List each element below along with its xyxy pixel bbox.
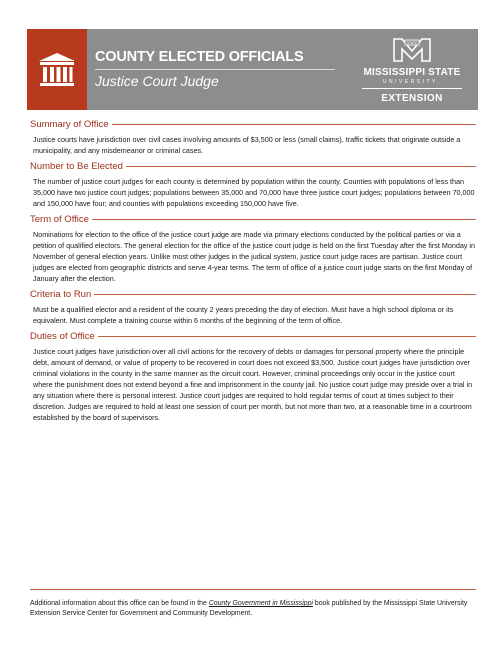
section-criteria (30, 289, 476, 326)
section-heading: Term of Office (30, 214, 89, 225)
section-number-elected (30, 161, 476, 209)
footer-suffix: book published by the Mississippi State University Extension Service Center for Government and Community Development. (30, 600, 468, 617)
section-rule (94, 294, 476, 295)
section-rule (126, 166, 476, 167)
section-text: Justice courts have jurisdiction over civil cases involving amounts of $3,500 or less (small claims), traffic tickets that originate outside a municipality, and any misdemeanor or criminal cases. (33, 135, 461, 155)
section-text: The number of justice court judges for each county is determined by population within the county. Counties with populations of less than 35,000 have two justice court judges; populations between 35,000 and 70,000 have three justice court judges; populations between 70,000 and 150,000 have four; and counties with populations exceeding 150,000 have five. (33, 177, 475, 208)
section-rule (112, 124, 477, 125)
header-logo-block (27, 29, 87, 110)
section-text: Nominations for election to the office of the justice court judge are made via primary elections conducted by the political parties or via a petition of qualified electors. The general election for the office of the justice court judge is held on the first Tuesday after the first Monday in November of general election years. Unlike most other judges in the judical system, justice court judge races are partisan. Justice court judges are elected from geographic districts and serve 4-year terms. The term of office of a justice court judge starts on the first Monday of January after the election. (33, 230, 476, 283)
document-subtitle: Justice Court Judge (95, 73, 219, 89)
header-title-block (87, 29, 478, 110)
section-duties (30, 331, 476, 423)
brand-university: UNIVERSITY. (382, 79, 442, 85)
section-text: Justice court judges have jurisdiction over all civil actions for the recovery of debts or damages for personal property where the principle debt, amount of demand, or value of property to be recovered in court does not exceed $3,500. Justice court judges have jurisdiction over criminal violations in the county in the same manner as the circuit court. However, criminal proceedings only occur in the justice court where the punishment does not extend beyond a fine and imprisonment in the county jail. No justice court judge may preside over a trial in any situation where there is personal interest. Justice court judges are required to hold regular terms of court at times subject to their discretion. Judges are required to hold at least one session of court per month, but not more than two, at a reasonable time in a courtroom established by the board of supervisors. (33, 347, 473, 422)
document-body (30, 119, 476, 428)
msu-state-m-logo (392, 37, 432, 63)
section-heading: Criteria to Run (30, 289, 92, 300)
section-rule (98, 336, 476, 337)
footer-prefix: Additional information about this office can be found in the (30, 600, 209, 607)
section-rule (92, 219, 476, 220)
svg-text:STATE: STATE (406, 41, 418, 45)
section-summary (30, 119, 476, 156)
brand-extension: EXTENSION (381, 93, 443, 104)
brand-name: MISSISSIPPI STATE (363, 67, 461, 78)
footer-note (30, 599, 476, 619)
page-header (27, 29, 478, 110)
section-text: Must be a qualified elector and a resident of the county 2 years preceding the day of election. Must have a high school diploma or its equivalent. Must complete a training course within 6 months of the beginning of the term of office. (33, 305, 454, 325)
title-divider (95, 69, 335, 70)
courthouse-columns-icon (37, 51, 77, 89)
section-heading: Duties of Office (30, 331, 95, 342)
section-heading: Number to Be Elected (30, 161, 123, 172)
section-heading: Summary of Office (30, 119, 109, 130)
brand-divider (362, 88, 462, 89)
footer-divider (30, 589, 476, 590)
document-title: COUNTY ELECTED OFFICIALS (95, 49, 304, 65)
msu-extension-logo (356, 37, 468, 104)
book-title-link[interactable]: County Government in Mississippi (208, 600, 313, 607)
section-term (30, 214, 476, 284)
